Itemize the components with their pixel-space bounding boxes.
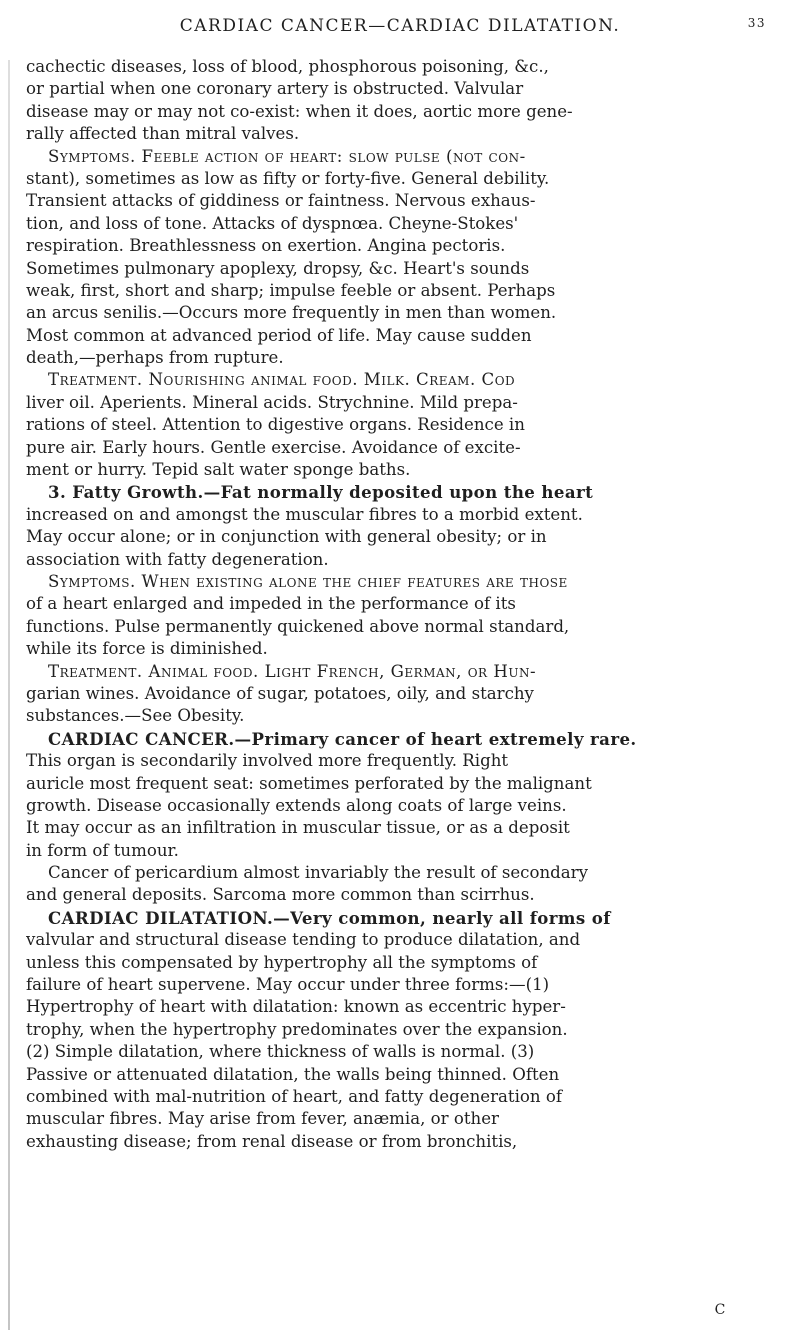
text-line: It may occur as an infiltration in muscular tissue, or as a deposit (26, 818, 570, 838)
text-line: or partial when one coronary artery is obstructed. Valvular (26, 79, 524, 99)
text-line: and general deposits. Sarcoma more common than scirrhus. (26, 885, 535, 905)
text-line: stant), sometimes as low as fifty or forty-five. General debility. (26, 168, 550, 188)
text-line: garian wines. Avoidance of sugar, potatoes, oily, and starchy (26, 683, 534, 703)
text-line: growth. Disease occasionally extends along coats of large veins. (26, 795, 567, 815)
text-line: May occur alone; or in conjunction with general obesity; or in (26, 527, 547, 547)
text-line: increased on and amongst the muscular fibres to a morbid extent. (26, 504, 583, 524)
page-number: 33 (747, 16, 766, 30)
signature-mark: C (714, 1302, 726, 1318)
body-text (26, 56, 772, 1153)
text-line: of a heart enlarged and impeded in the performance of its (26, 594, 516, 614)
text-line: tion, and loss of tone. Attacks of dyspnœa. Cheyne-Stokes' (26, 213, 519, 233)
treatment-line: Treatment. Nourishing animal food. Milk. Cream. Cod (48, 370, 516, 390)
symptoms-line: Symptoms. When existing alone the chief features are those (48, 571, 568, 591)
text-line: trophy, when the hypertrophy predominates over the expansion. (26, 1019, 568, 1039)
text-line: death,—perhaps from rupture. (26, 348, 284, 368)
text-line: association with fatty degeneration. (26, 549, 329, 569)
text-line: unless this compensated by hypertrophy all the symptoms of (26, 952, 538, 972)
text-line: Cancer of pericardium almost invariably the result of secondary (48, 863, 588, 883)
text-line: respiration. Breathlessness on exertion. Angina pectoris. (26, 236, 506, 256)
text-line: valvular and structural disease tending to produce dilatation, and (26, 930, 581, 950)
running-title: CARDIAC CANCER—CARDIAC DILATATION. (179, 16, 621, 36)
text-line: rations of steel. Attention to digestive organs. Residence in (26, 415, 525, 435)
text-line: auricle most frequent seat: sometimes perforated by the malignant (26, 773, 592, 793)
text-line: exhausting disease; from renal disease or from bronchitis, (26, 1131, 518, 1151)
text-line: while its force is diminished. (26, 639, 268, 659)
treatment-line: Treatment. Animal food. Light French, German, or Hun- (48, 661, 537, 681)
text-line: liver oil. Aperients. Mineral acids. Strychnine. Mild prepa- (26, 392, 518, 412)
text-line: pure air. Early hours. Gentle exercise. Avoidance of excite- (26, 437, 521, 457)
symptoms-line: Symptoms. Feeble action of heart: slow pulse (not con- (48, 146, 526, 166)
text-line: in form of tumour. (26, 840, 179, 860)
text-line: substances.—See Obesity. (26, 706, 245, 726)
text-line: disease may or may not co-exist: when it does, aortic more gene- (26, 101, 573, 121)
text-line: Transient attacks of giddiness or faintness. Nervous exhaus- (26, 191, 536, 211)
text-line: an arcus senilis.—Occurs more frequently in men than women. (26, 303, 557, 323)
text-line: Passive or attenuated dilatation, the walls being thinned. Often (26, 1064, 560, 1084)
text-line: weak, first, short and sharp; impulse feeble or absent. Perhaps (26, 280, 556, 300)
text-line: This organ is secondarily involved more frequently. Right (26, 751, 509, 771)
text-line: cachectic diseases, loss of blood, phosphorous poisoning, &c., (26, 57, 549, 76)
page-gutter-shadow (8, 60, 10, 1330)
subsection-heading-fatty-growth: 3. Fatty Growth.—Fat normally deposited upon the heart (48, 482, 594, 503)
text-line: Most common at advanced period of life. May cause sudden (26, 325, 532, 345)
entry-heading-cardiac-dilatation: CARDIAC DILATATION.—Very common, nearly all forms of (48, 907, 611, 928)
text-line: failure of heart supervene. May occur under three forms:—(1) (26, 975, 550, 995)
running-header (0, 16, 800, 36)
text-line: (2) Simple dilatation, where thickness of walls is normal. (3) (26, 1042, 535, 1062)
text-line: Sometimes pulmonary apoplexy, dropsy, &c. Heart's sounds (26, 258, 530, 278)
text-line: Hypertrophy of heart with dilatation: known as eccentric hyper- (26, 997, 566, 1017)
text-line: muscular fibres. May arise from fever, anæmia, or other (26, 1109, 499, 1129)
text-line: functions. Pulse permanently quickened above normal standard, (26, 616, 570, 636)
entry-heading-cardiac-cancer: CARDIAC CANCER.—Primary cancer of heart extremely rare. (48, 728, 637, 749)
text-line: ment or hurry. Tepid salt water sponge baths. (26, 460, 411, 480)
text-line: combined with mal-nutrition of heart, and fatty degeneration of (26, 1086, 562, 1106)
text-line: rally affected than mitral valves. (26, 124, 300, 144)
